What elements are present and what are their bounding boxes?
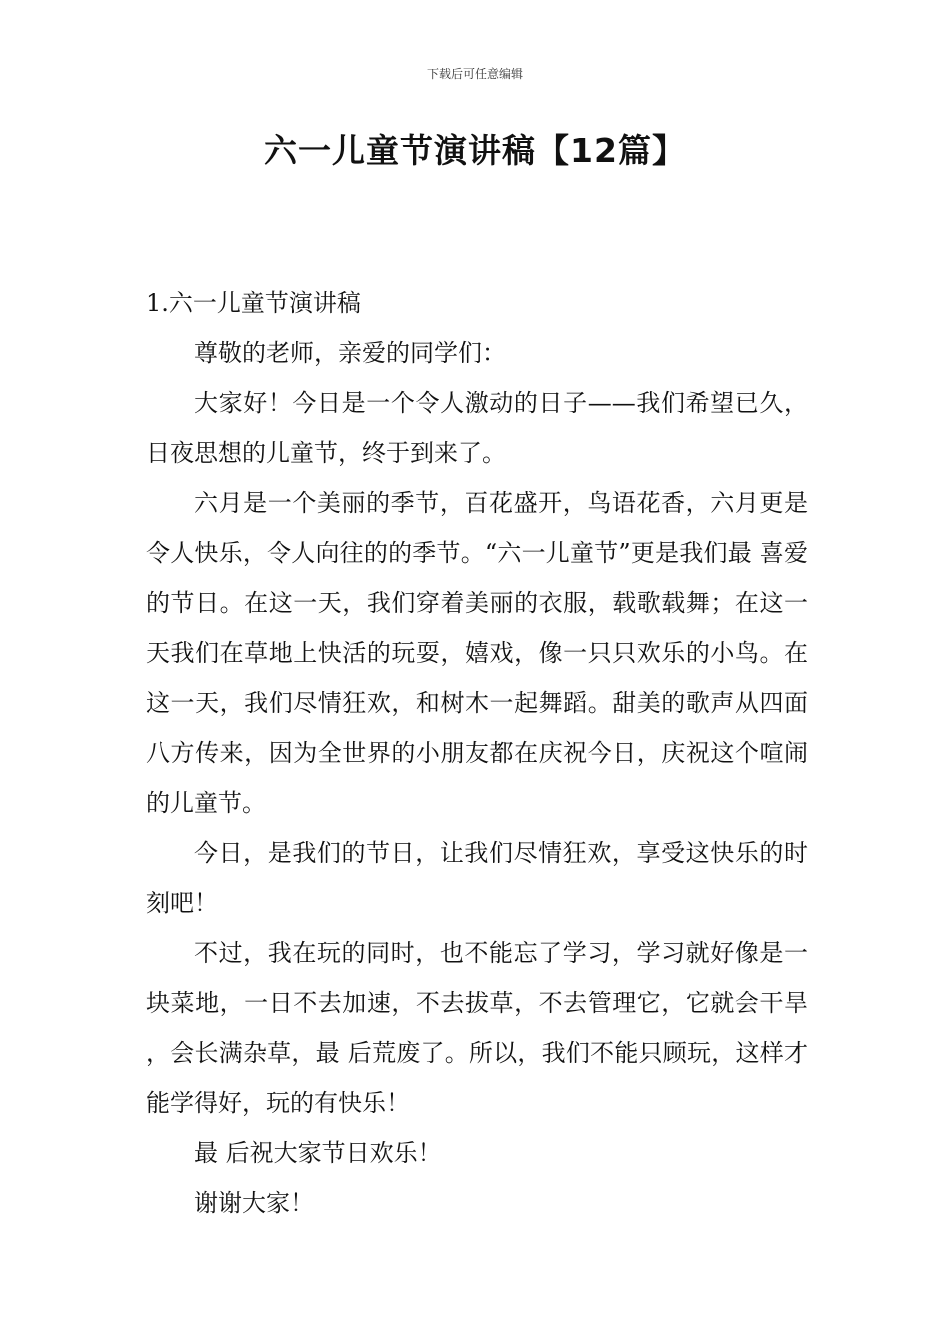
paragraph: 不过，我在玩的同时，也不能忘了学习，学习就好像是一块菜地，一日不去加速，不去拔草，不去管理它，它就会干旱，会长满杂草，最 后荒废了。所以，我们不能只顾玩，这样才能学得好，玩的有快乐！ <box>146 939 808 1117</box>
paragraph: 大家好！今日是一个令人激动的日子——我们希望已久，日夜思想的儿童节，终于到来了。 <box>146 389 808 467</box>
paragraph-closing: 最 后祝大家节日欢乐！ <box>194 1139 442 1167</box>
paragraph-thanks: 谢谢大家！ <box>194 1189 314 1217</box>
paragraph: 今日，是我们的节日，让我们尽情狂欢，享受这快乐的时刻吧！ <box>146 839 808 917</box>
document-title: 六一儿童节演讲稿【12篇】 <box>264 131 686 170</box>
paragraph-salutation: 尊敬的老师，亲爱的同学们： <box>194 339 506 367</box>
paragraph: 六月是一个美丽的季节，百花盛开，鸟语花香，六月更是令人快乐，令人向往的的季节。“六一儿童节”更是我们最 喜爱的节日。在这一天，我们穿着美丽的衣服，载歌载舞；在这一天我们在草地上快活的玩耍，嬉戏，像一只只欢乐的小鸟。在这一天，我们尽情狂欢，和树木一起舞蹈。甜美的歌声从四面八方传来，因为全世界的小朋友都在庆祝今日，庆祝这个喧闹的儿童节。 <box>146 489 808 817</box>
header-note: 下载后可任意编辑 <box>426 67 523 81</box>
document-body <box>146 278 808 1228</box>
section-heading: 1.六一儿童节演讲稿 <box>146 289 361 317</box>
